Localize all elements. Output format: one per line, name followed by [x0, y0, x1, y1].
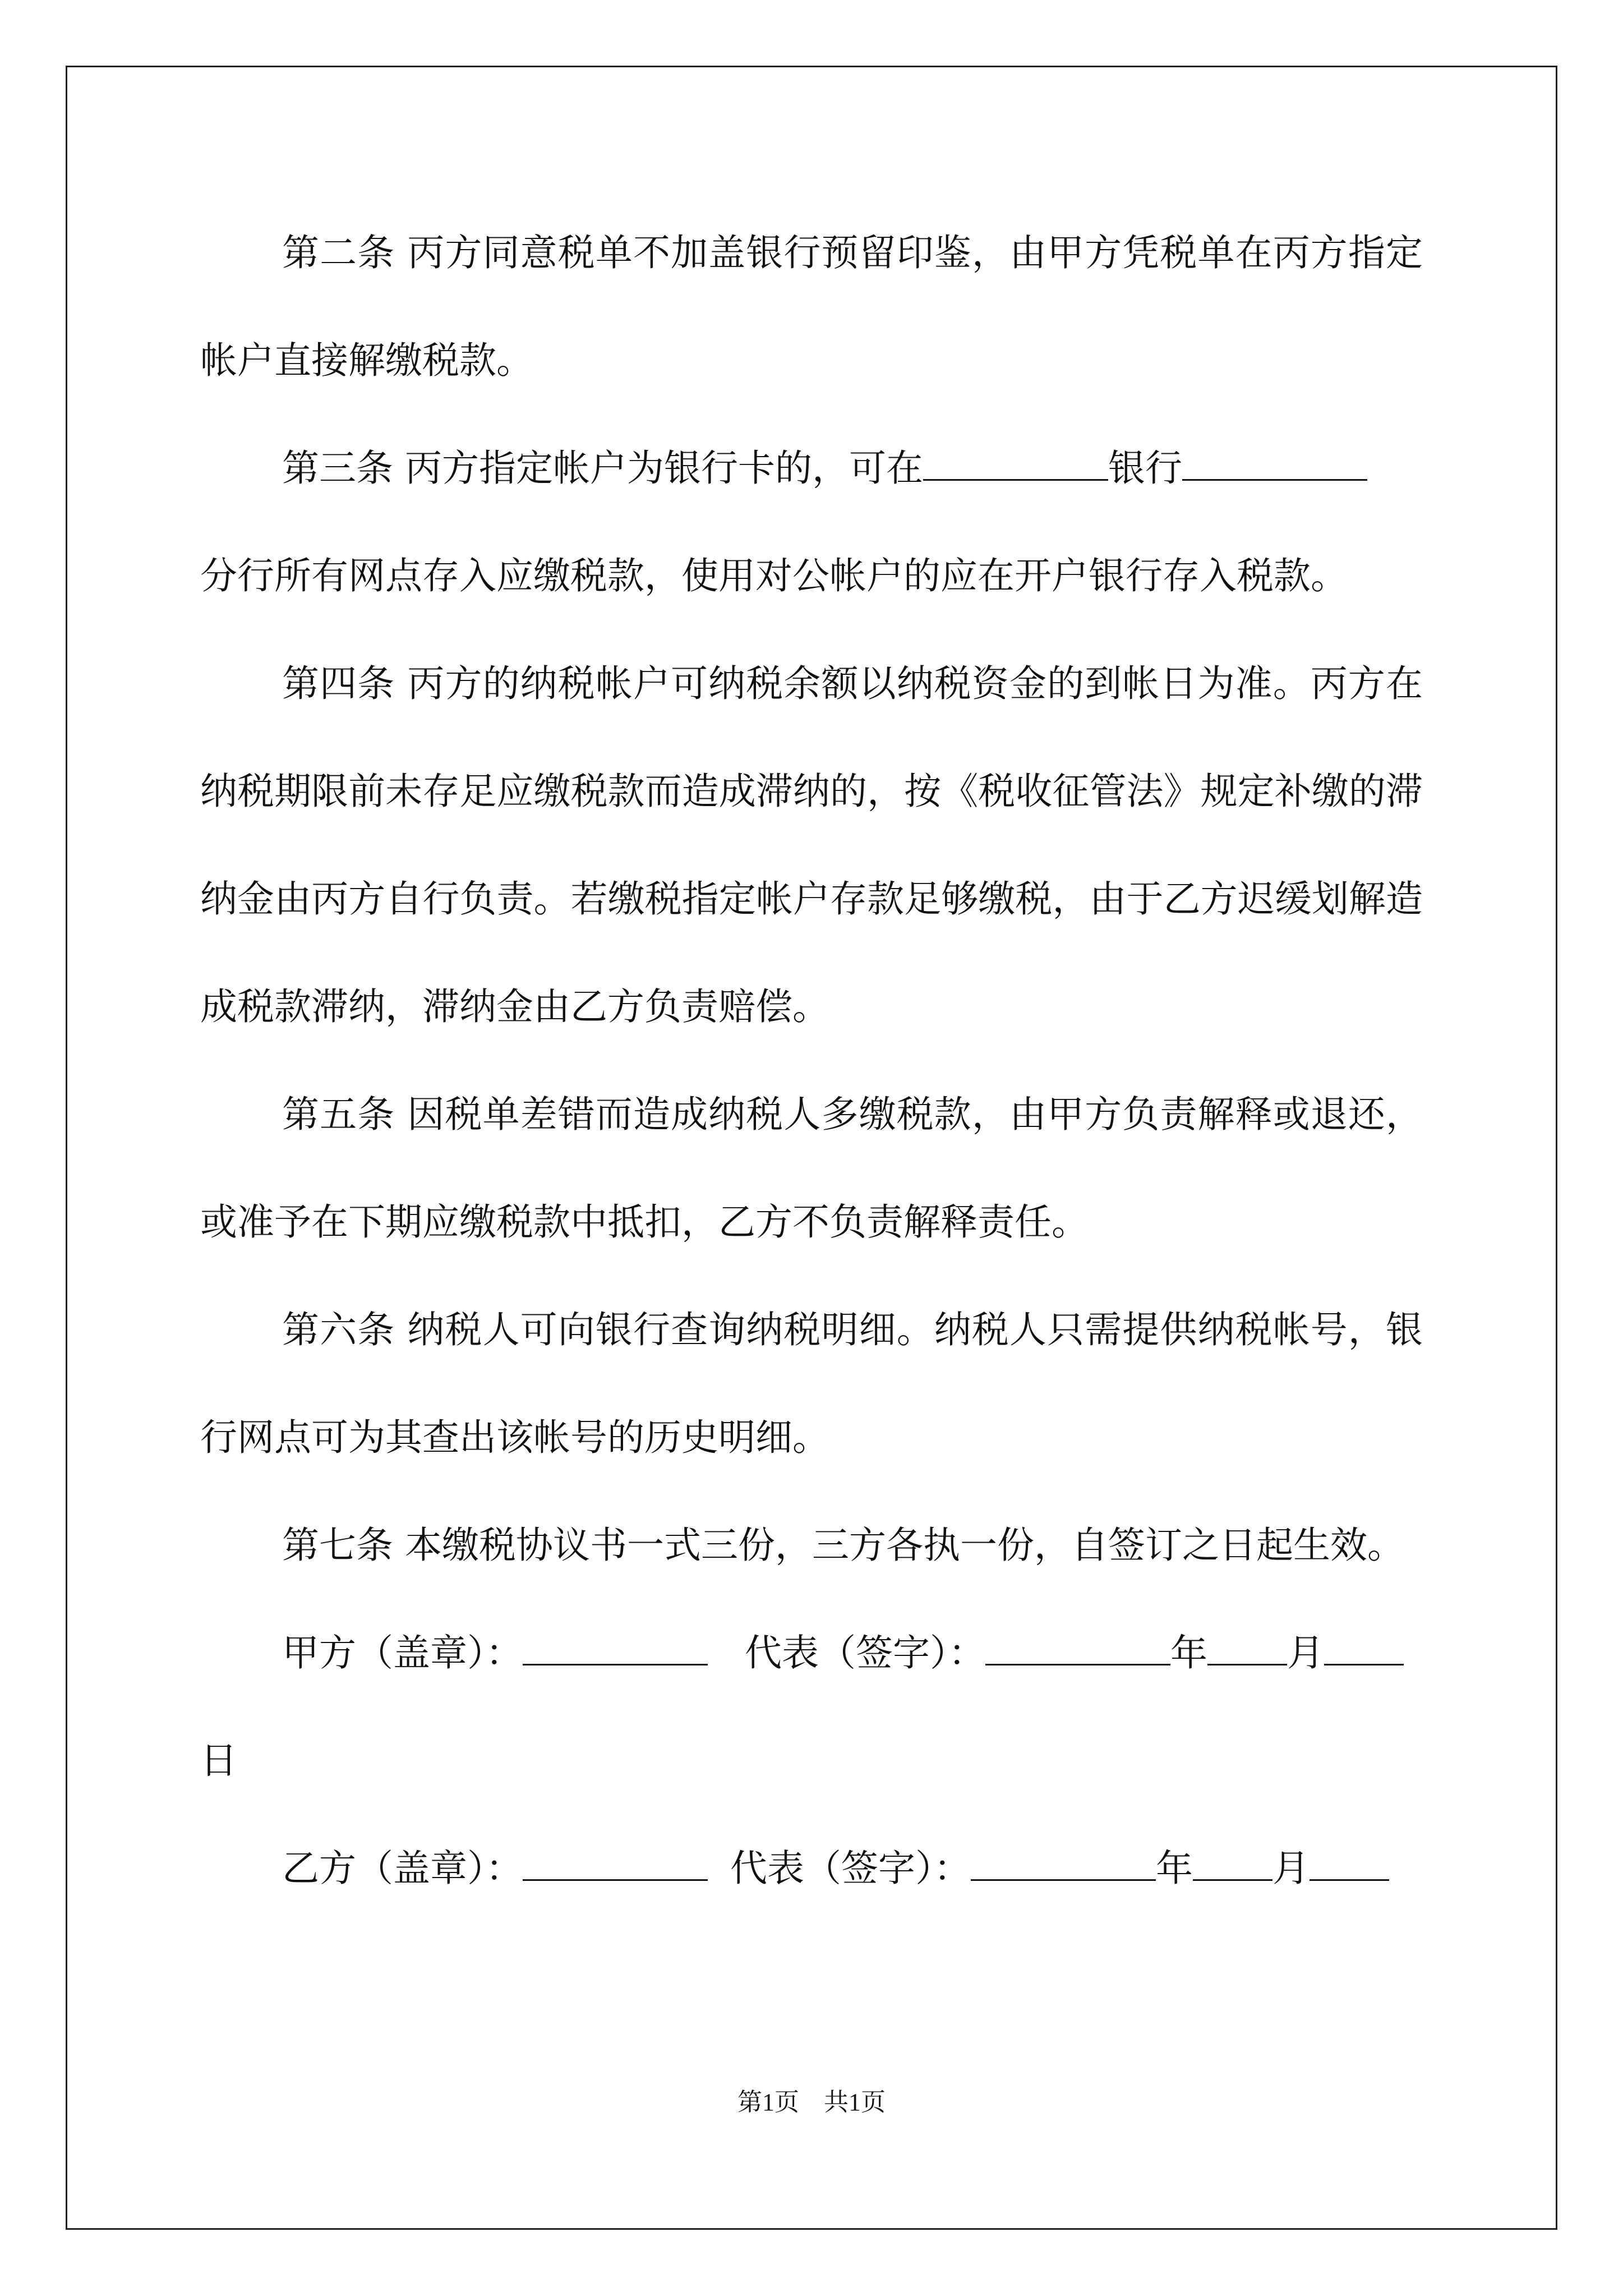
party-a-rep-label: 代表（签字）： — [745, 1631, 985, 1674]
party-b-label: 乙方（盖章）： — [282, 1847, 523, 1890]
party-a-day-blank[interactable] — [1324, 1632, 1404, 1665]
party-b-rep-blank[interactable] — [971, 1848, 1156, 1881]
article-2: 第二条 丙方同意税单不加盖银行预留印鉴，由甲方凭税单在丙方指定帐户直接解缴税款。 — [200, 231, 1423, 382]
party-b-month-blank[interactable] — [1193, 1848, 1272, 1881]
article-3-line-2: 分行所有网点存入应缴税款，使用对公帐户的应在开户银行存入税款。 — [200, 554, 1348, 597]
article-5: 第五条 因税单差错而造成纳税人多缴税款，由甲方负责解释或退还，或准予在下期应缴税款中抵扣，乙方不负责解释责任。 — [200, 1093, 1423, 1244]
party-b-rep-label: 代表（签字）： — [730, 1847, 971, 1890]
party-b-day-blank[interactable] — [1310, 1848, 1389, 1881]
party-b-month-label: 月 — [1272, 1847, 1310, 1890]
article-6: 第六条 纳税人可向银行查询纳税明细。纳税人只需提供纳税帐号，银行网点可为其查出该帐号的历史明细。 — [200, 1308, 1423, 1459]
party-a-day-line: 日 — [200, 1739, 237, 1782]
party-a-month-label: 月 — [1287, 1631, 1324, 1674]
article-3-line-1 — [200, 415, 1423, 522]
article-7: 第七条 本缴税协议书一式三份，三方各执一份，自签订之日起生效。 — [282, 1524, 1404, 1567]
article-3-text-b: 银行 — [1108, 447, 1182, 490]
bank-name-blank[interactable] — [923, 448, 1108, 481]
page-footer: 第1页 共1页 — [737, 2088, 886, 2116]
article-4: 第四条 丙方的纳税帐户可纳税余额以纳税资金的到帐日为准。丙方在纳税期限前未存足应缴税款而造成滞纳的，按《税收征管法》规定补缴的滞纳金由丙方自行负责。若缴税指定帐户存款足够缴税，由于乙方迟缓划解造成税款滞纳，滞纳金由乙方负责赔偿。 — [200, 662, 1423, 1028]
party-a-signature-line — [200, 1599, 1423, 1707]
party-a-label: 甲方（盖章）： — [282, 1631, 523, 1674]
party-b-seal-blank[interactable] — [523, 1848, 708, 1881]
party-a-year-label: 年 — [1170, 1631, 1207, 1674]
party-a-month-blank[interactable] — [1207, 1632, 1287, 1665]
party-a-seal-blank[interactable] — [523, 1632, 708, 1665]
document-body — [200, 199, 1423, 1922]
party-a-rep-blank[interactable] — [985, 1632, 1170, 1665]
article-3-text-a: 第三条 丙方指定帐户为银行卡的，可在 — [282, 447, 923, 490]
party-b-year-label: 年 — [1156, 1847, 1193, 1890]
party-b-signature-line — [200, 1815, 1423, 1922]
branch-name-blank[interactable] — [1182, 448, 1367, 481]
